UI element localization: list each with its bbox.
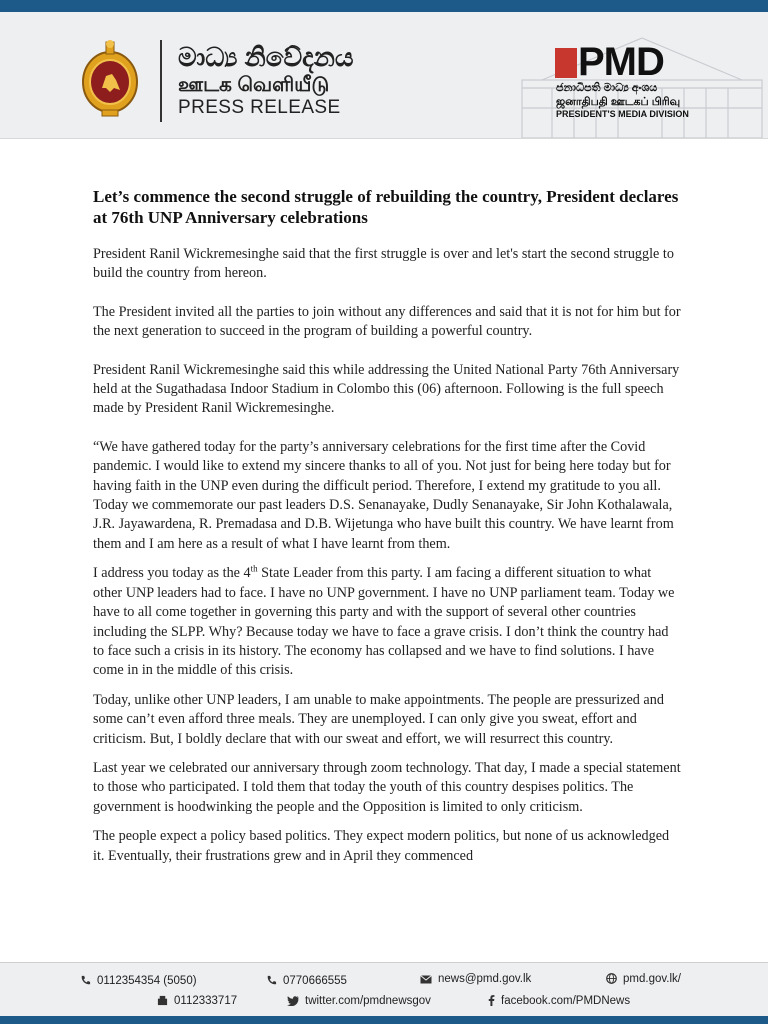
bottom-color-bar xyxy=(0,1016,768,1024)
header-divider xyxy=(160,40,162,122)
press-release-header xyxy=(0,12,768,139)
paragraph-6: Today, unlike other UNP leaders, I am unable to make appointments. The people are pressurized and some can’t even afford three meals. They are unemployed. I can only give you sweat, effort and criticism. But, I boldly declare that with our sweat and effort, we will resurrect this country. xyxy=(93,691,664,747)
sri-lanka-emblem-icon xyxy=(80,38,140,120)
phone-icon xyxy=(266,975,277,986)
article-title: Let’s commence the second struggle of rebuilding the country, President declares at 76th UNP Anniversary celebrations xyxy=(93,187,679,227)
facebook-icon xyxy=(488,995,495,1006)
article-body xyxy=(93,186,683,876)
paragraph-5-rest: State Leader from this party. I am facing a different situation to what other UNP leaders had to face. I have no UNP government. I have no UNP parliament team. Today we have to all come together in governing this party and with the support of several other countries including the SLPP. Why? Because today we have to face a grave crisis. I don’t think the country had to face such a crisis in its history. The economy has collapsed and we have to find solutions. I have come in in the middle of this crisis. xyxy=(93,565,675,679)
footer-email[interactable] xyxy=(420,973,531,985)
top-color-bar xyxy=(0,0,768,12)
english-title: PRESS RELEASE xyxy=(178,97,341,118)
footer-phone-1 xyxy=(80,975,197,987)
email-icon xyxy=(420,975,432,984)
paragraph-3: President Ranil Wickremesinghe said this while addressing the United National Party 76th Anniversary held at the Sugathadasa Indoor Stadium in Colombo this (06) afternoon. Following is the full speech made by President Ranil Wickremesinghe. xyxy=(93,361,680,417)
phone-2-text: 0770666555 xyxy=(283,975,347,987)
phone-1-text: 0112354354 (5050) xyxy=(97,975,197,987)
tamil-title: ஊடக வெளியீடு xyxy=(178,74,330,96)
ordinal-suffix: th xyxy=(250,563,258,574)
footer-facebook[interactable] xyxy=(488,995,630,1007)
paragraph-5-start: I address you today as the 4 xyxy=(93,565,251,582)
phone-icon xyxy=(80,975,91,986)
fax-text: 0112333717 xyxy=(174,995,238,1007)
twitter-icon xyxy=(287,996,299,1006)
paragraph-7: Last year we celebrated our anniversary through zoom technology. That day, I made a special statement to those who participated. I told them that today the youth of this country despises politics. The government is hoodwinking the people and the Opposition is limited to only criticism. xyxy=(93,759,681,815)
sinhala-title: මාධ්‍ය නිවේදනය xyxy=(178,42,354,72)
email-text[interactable]: news@pmd.gov.lk xyxy=(438,973,532,985)
footer-fax xyxy=(157,995,237,1007)
website-text[interactable]: pmd.gov.lk/ xyxy=(623,973,681,985)
footer-phone-2 xyxy=(266,975,347,987)
contact-footer xyxy=(0,962,768,1017)
pmd-logo-mark xyxy=(555,48,577,78)
pmd-sinhala-name: ජනාධිපති මාධ්‍ය අංශය xyxy=(556,82,658,94)
paragraph-1: President Ranil Wickremesinghe said that the first struggle is over and let's start the second struggle to build the country from hereon. xyxy=(93,246,674,282)
fax-icon xyxy=(157,995,168,1006)
paragraph-5 xyxy=(93,564,683,680)
globe-icon xyxy=(606,973,617,984)
pmd-tamil-name: ஜனாதிபதி ஊடகப் பிரிவு xyxy=(556,96,681,108)
paragraph-4: “We have gathered today for the party’s anniversary celebrations for the first time after the Covid pandemic. I would like to extend my sincere thanks to all of you. Not just for being here today but for having faith in the UNP even during the difficult period. Therefore, I extend my gratitude to you all. Today we commemorate our past leaders D.S. Senanayake, Dudly Senanayake, Sir John Kothalawala, J.R. Jayawardena, R. Premadasa and D.B. Wijetunga who have built this country. We have learnt from them and I am here as a result of what I have learnt from them. xyxy=(93,438,674,552)
paragraph-2: The President invited all the parties to join without any differences and said that it is not for him but for the next generation to succeed in the program of building a powerful country. xyxy=(93,303,681,340)
pmd-english-name: PRESIDENT'S MEDIA DIVISION xyxy=(556,109,689,119)
twitter-text[interactable]: twitter.com/pmdnewsgov xyxy=(305,995,431,1007)
paragraph-8: The people expect a policy based politics. They expect modern politics, but none of us acknowledged it. Eventually, their frustrations grew and in April they commenced xyxy=(93,828,670,864)
pmd-logo-text: PMD xyxy=(578,40,664,84)
footer-website[interactable] xyxy=(606,973,681,985)
facebook-text[interactable]: facebook.com/PMDNews xyxy=(501,995,631,1007)
footer-twitter[interactable] xyxy=(287,995,431,1007)
